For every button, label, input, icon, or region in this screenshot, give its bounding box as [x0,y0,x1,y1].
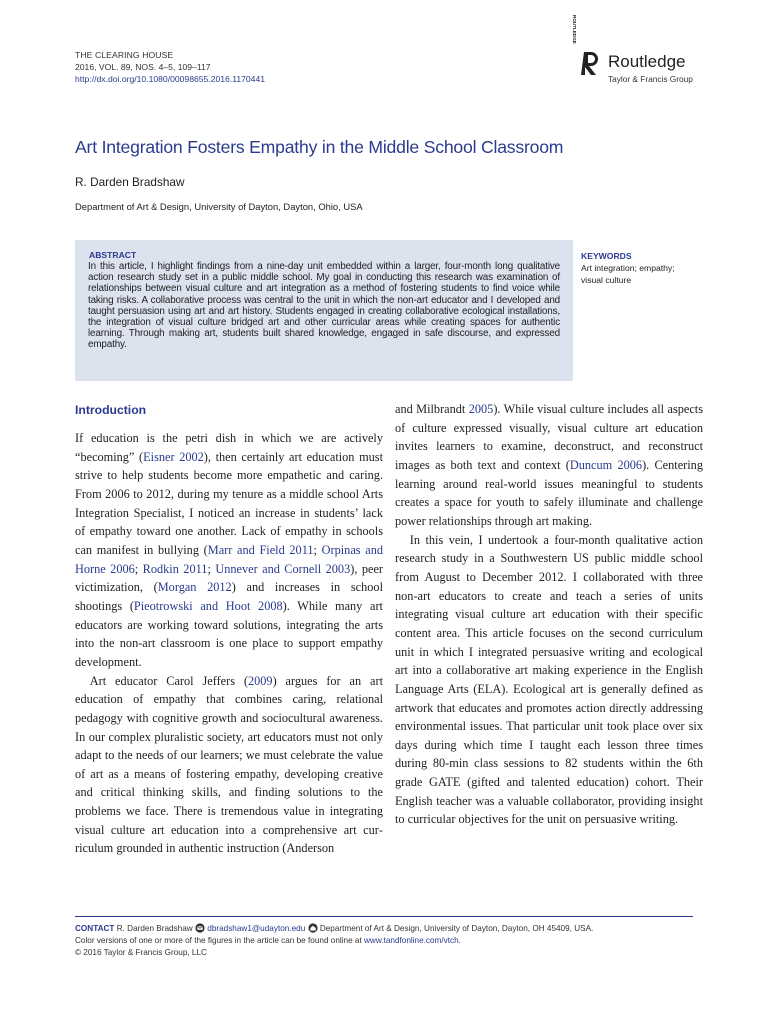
article-title: Art Integration Fosters Empathy in the Middle School Classroom [75,137,564,157]
abstract-box [75,240,573,381]
text-run: ; [313,542,322,557]
text-run: ) and increases in school shootings ( [75,580,383,613]
section-heading-introduction: Introduction [75,403,147,417]
journal-header [75,49,265,85]
journal-name: THE CLEARING HOUSE [75,50,174,60]
keywords-list: Art integration; empathy; visual culture [581,263,675,285]
text-run: ). While many art educators are working toward solutions, integrating the arts into the non-art classroom is one place to support empathy development. [75,598,383,669]
citation-link[interactable]: Unnever and Cornell 2003 [215,561,351,576]
paragraph: In this vein, I undertook a four-month qualitative action research study in a Southwestern US public middle school from August to December 2012. I collaborated with three non-art educators to create and teach a series of units integrating visual culture art education with their specific content area. This article focuses on the second curriculum unit in which I integrated persuasive writing and ecological art into a collaborative art making experience in the English Language Arts (ELA). Ecological art is generally defined as artwork that educates and promotes action directly addressing environmental issues. That particular unit took place over six days during which time I taught each lesson three times during 80-min class sessions to 82 students within the 6th grade GATE (gifted and talented education) cohort. Their English teacher was a valuable collaborator, providing insight to curricular objectives for the unit on persuasive writing. [395,532,703,827]
email-icon [195,923,205,933]
citation-link[interactable]: 2005 [468,402,494,416]
body-column-right [395,400,703,829]
text-run: ), peer victimization, ( [75,561,384,595]
keywords-block [581,251,691,286]
keywords-heading: KEYWORDS [581,251,632,261]
contact-label: CONTACT [75,924,115,933]
citation-link[interactable]: Eisner 2002 [143,449,204,464]
text-run: Art educator Carol Jeffers ( [89,673,248,688]
citation-link[interactable]: Duncum 2006 [569,457,643,472]
citation-link[interactable]: Pieotrowski and Hoot 2008 [133,598,283,613]
text-run: If education is the petri dish in which we are actively “becoming” ( [75,431,383,464]
publisher-subtitle: Taylor & Francis Group [608,74,693,84]
abstract-text: In this article, I highlight findings from a nine-day unit embedded within a larger, four-month long qualitative action research study set in a public middle school. My goal in conducting this research was examination of relationships between visual culture and art integration as a method of fostering students to find voice while taking risks. A collaborative process was central to the unit in which the non-art educator and I developed and taught persuasion using art and art history. Students engaged in creating collaborative ecological installations, the integration of visual culture bridged art and other curricular areas while creating spaces for authentic learning. Through making art, students built shared knowledge, engaged in safe discourse, and expressed empathy. [88,261,560,351]
text-run: ; [207,561,216,576]
publisher-logo [572,15,697,90]
text-run: . [458,936,461,945]
author-name: R. Darden Bradshaw [75,175,185,189]
citation-link[interactable]: Marr and Field 2011 [207,542,314,557]
paragraph [75,672,383,859]
contact-name: R. Darden Bradshaw [116,924,193,933]
citation-link[interactable]: Rodkin 2011 [142,561,208,576]
citation-link[interactable]: 2009 [247,673,273,688]
contact-address: Department of Art & Design, University of Dayton, Dayton, OH 45409, USA. [319,924,594,933]
text-run: ). While visual culture includes all aspects of culture expressed visually, visual culture art education invites learners to examine, deconstruct, and reconstruct images as both text and context ( [395,402,703,472]
footer [75,923,705,959]
publisher-name: Routledge [608,52,686,71]
text-run: ), then certainly art education must strive to help students become more empathetic and caring. From 2006 to 2012, during my tenure as a middle school Arts Integration Specialist, I noticed an increase in students’ lack of empathy toward one another. Lack of empathy in schools can manifest in bullying ( [75,449,383,557]
text-run: ). Centering learning around real-world issues meaningful to students creates a space for youth to safely illuminate and challenge power relationships through art making. [395,457,703,528]
text-run: ) argues for an art education of empathy that combines caring, relational pedagogy with cognitive growth and sociocultural awareness. In our complex pluralistic society, art educators must not only adapt to the needs of our learners; we must celebrate the value of art as a means of fostering empathy, developing creative and critical thinking skills, and finding solutions to the problems we face. There is tremendous value in integrating visual culture art education into a comprehensive art curriculum grounded in authentic instruction (Anderson [75,673,383,856]
text-run: Color versions of one or more of the figures in the article can be found online at [75,936,365,945]
contact-email-link[interactable]: dbradshaw1@udayton.edu [207,924,306,933]
volume-line: 2016, VOL. 89, NOS. 4–5, 109–117 [75,62,211,72]
publisher-vertical-text: ROUTLEDGE [572,15,577,44]
paragraph [395,400,703,531]
routledge-logo-icon [572,15,603,86]
citation-link[interactable]: Morgan 2012 [157,580,232,595]
doi-link[interactable]: http://dx.doi.org/10.1080/00098655.2016.1170441 [75,74,266,84]
text-run: and Milbrandt [395,402,469,416]
color-note [75,935,705,947]
text-run: ; [134,561,143,576]
copyright: © 2016 Taylor & Francis Group, LLC [75,948,207,957]
paragraph [75,429,383,672]
journal-website-link[interactable]: www.tandfonline.com/vtch [364,936,459,945]
citation-link[interactable]: Orpinas and Horne 2006 [75,542,384,576]
abstract-heading: ABSTRACT [89,250,137,260]
contact-line [75,923,705,935]
body-column-left [75,400,383,858]
address-icon [308,923,318,933]
footer-divider [75,916,693,917]
author-affiliation: Department of Art & Design, University of Dayton, Dayton, Ohio, USA [75,201,363,212]
